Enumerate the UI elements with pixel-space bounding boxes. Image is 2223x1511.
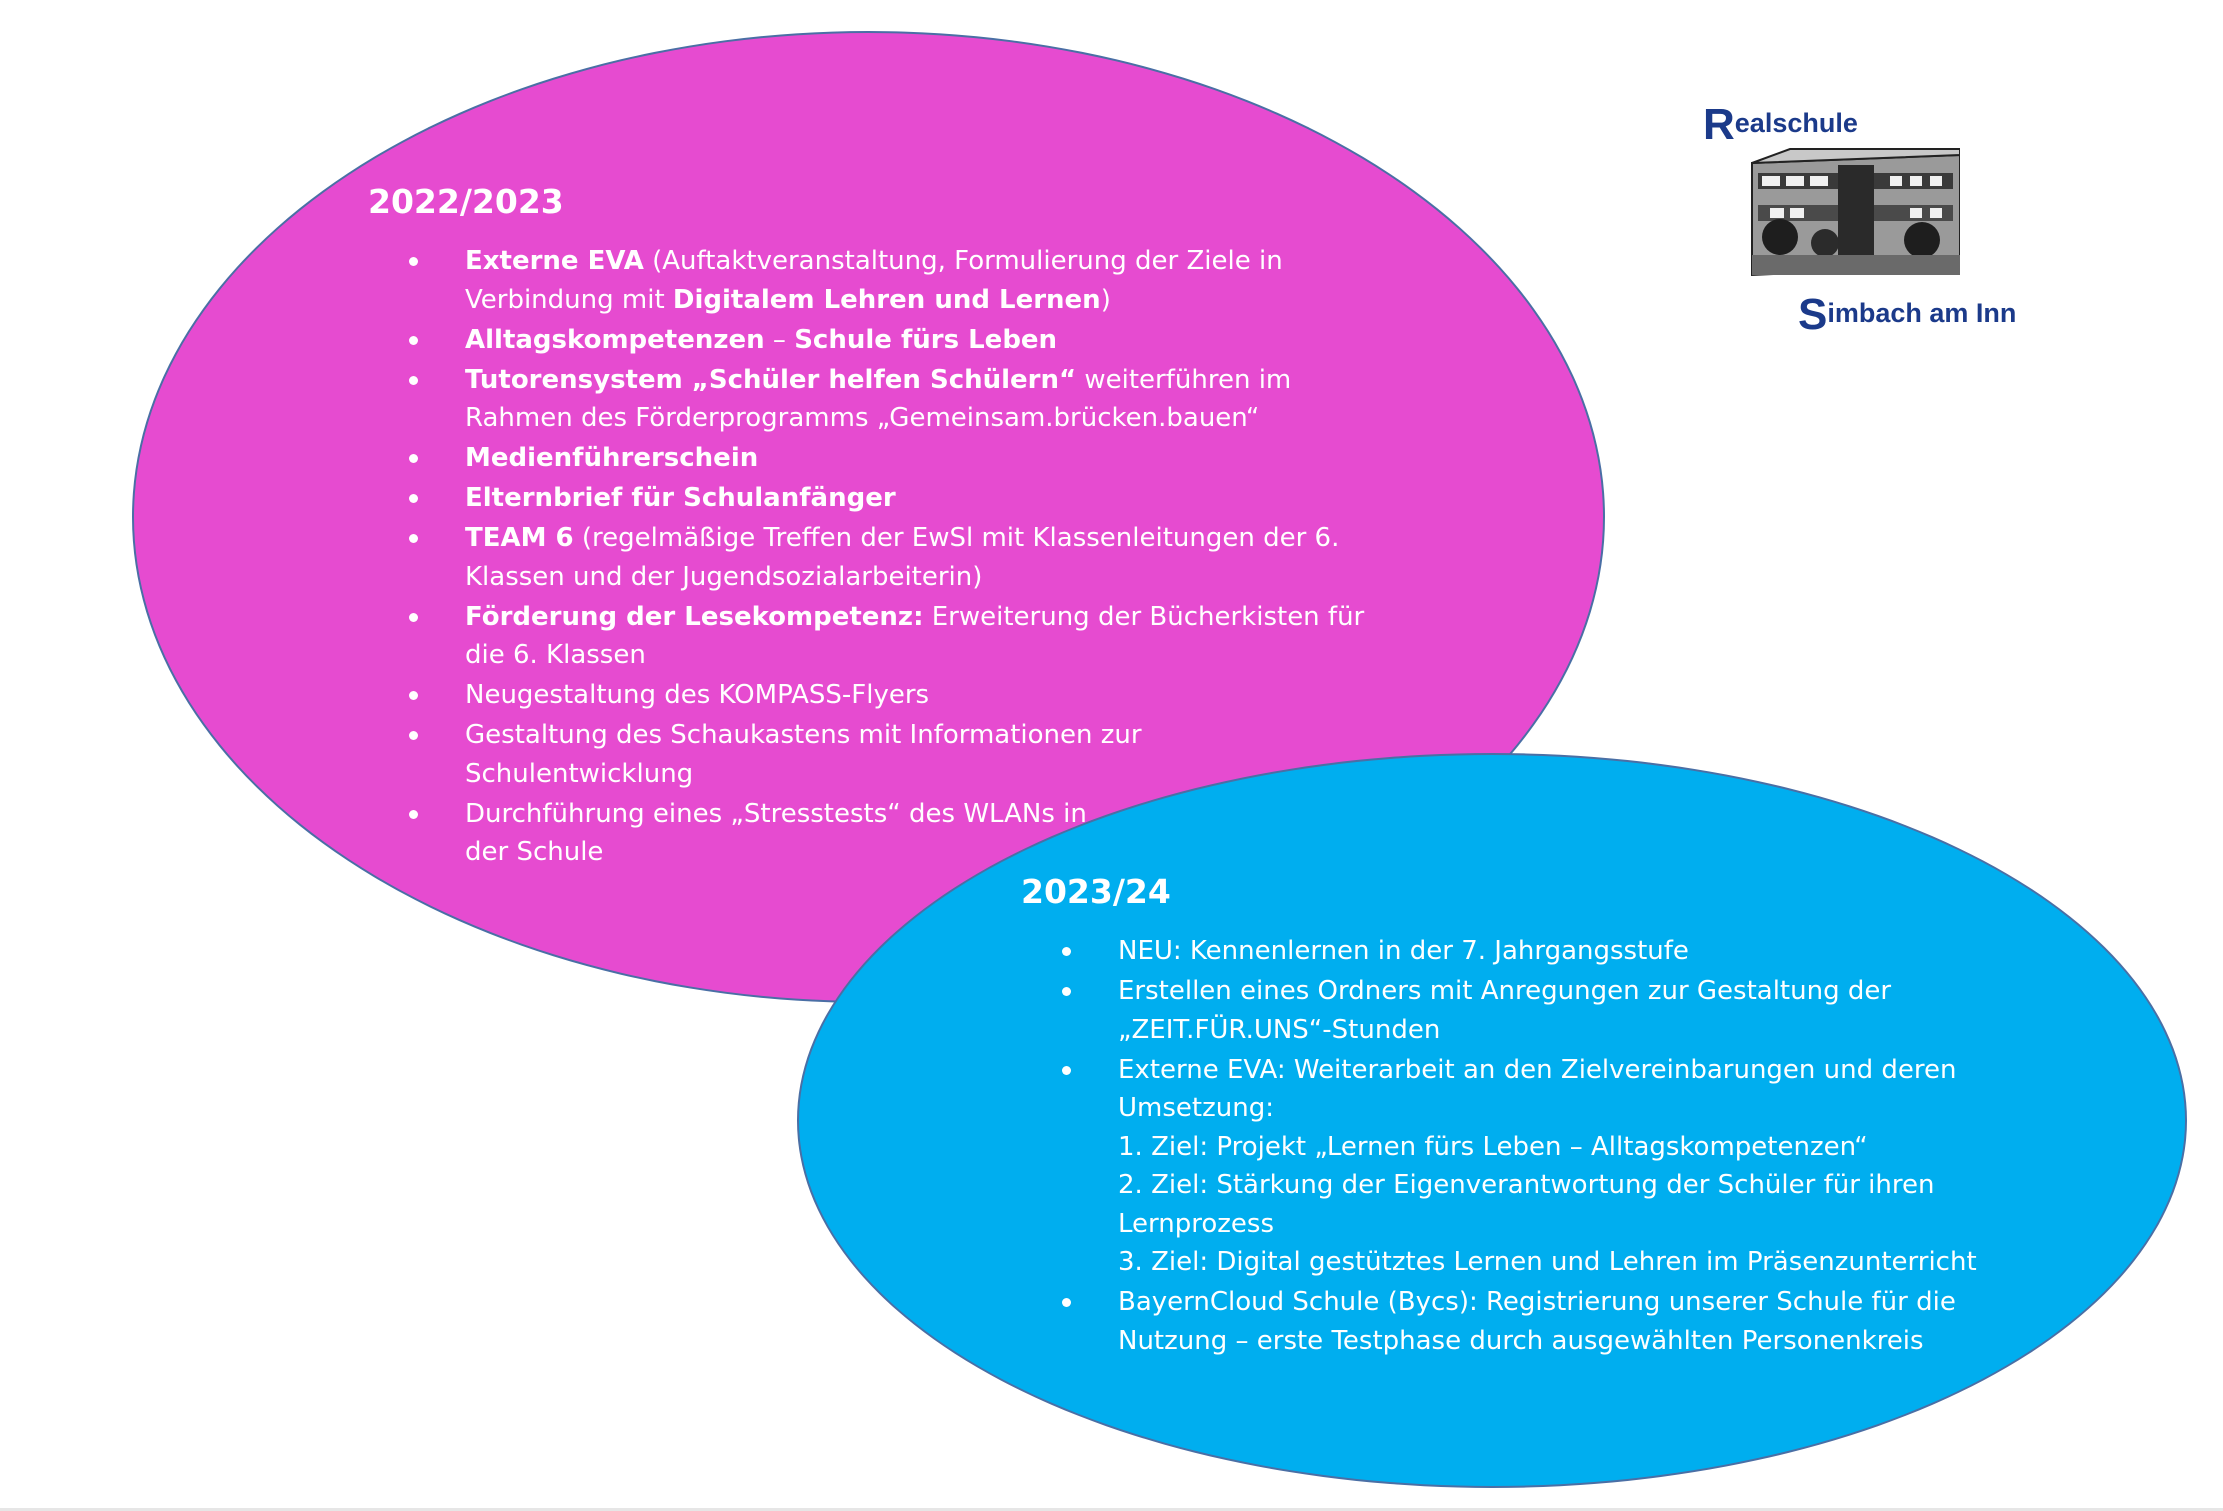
- logo-text: ealschule: [1734, 108, 1858, 138]
- list-item: [465, 242, 1378, 319]
- list-item: [465, 795, 1378, 872]
- block-2023-24: [1021, 872, 2031, 1362]
- item-text: –: [764, 324, 795, 355]
- item-text: Neugestaltung des KOMPASS-Flyers: [465, 680, 930, 710]
- logo-text: imbach am Inn: [1827, 298, 2017, 328]
- item-text: Externe EVA: Weiterarbeit an den Zielvereinbarungen und deren Umsetzung:: [1118, 1054, 1957, 1123]
- list-item: [465, 598, 1378, 675]
- school-building-icon: [1750, 145, 1960, 280]
- list-item: [1118, 1051, 2031, 1282]
- goal-line: 1. Ziel: Projekt „Lernen fürs Leben – Alltagskompetenzen“: [1118, 1131, 1868, 1162]
- list-item: [465, 519, 1378, 596]
- item-text: (Auftaktveranstaltung, Formulierung der Ziele in Verbindung mit: [465, 246, 1283, 315]
- list-item: [1118, 1283, 2031, 1360]
- item-text: (regelmäßige Treffen der EwSl mit Klassenleitungen der 6. Klassen und der Jugendsozialarbeiterin): [465, 523, 1340, 592]
- school-logo: [1695, 100, 2025, 340]
- logo-initial: R: [1703, 100, 1735, 149]
- list-2023-24: [1021, 932, 2031, 1360]
- logo-subtitle: [1798, 290, 2016, 340]
- item-text: NEU: Kennenlernen in der 7. Jahrgangsstufe: [1118, 936, 1689, 966]
- item-text: ): [1100, 284, 1111, 315]
- item-text: Gestaltung des Schaukastens mit Informationen zur Schulentwicklung: [465, 720, 1142, 789]
- item-text: weiterführen im Rahmen des Förderprogramms „Gemeinsam.brücken.bauen“: [465, 364, 1292, 433]
- item-bold-text: Digitalem Lehren und Lernen: [672, 284, 1101, 315]
- list-item: [465, 321, 1378, 360]
- item-bold-text: Alltagskompetenzen: [465, 324, 765, 355]
- logo-title: [1703, 100, 1858, 150]
- item-text: Erstellen eines Ordners mit Anregungen zur Gestaltung der „ZEIT.FÜR.UNS“-Stunden: [1118, 976, 1892, 1045]
- list-2022-2023: [368, 242, 1378, 872]
- item-bold-text: TEAM 6: [465, 523, 574, 553]
- item-bold-text: Externe EVA: [465, 246, 644, 276]
- item-text: Durchführung eines „Stresstests“ des WLANs in: [465, 798, 1087, 829]
- item-text: der Schule: [465, 837, 604, 867]
- list-item: [465, 479, 1378, 518]
- heading-2023-24: 2023/24: [1021, 872, 1171, 911]
- item-bold-text: Medienführerschein: [465, 443, 759, 473]
- block-2022-2023: [368, 182, 1378, 873]
- heading-2022-2023: 2022/2023: [368, 182, 564, 221]
- list-item: [465, 716, 1378, 793]
- list-item: [465, 361, 1378, 438]
- list-item: [465, 439, 1378, 478]
- list-item: [1118, 932, 2031, 971]
- goal-line: 2. Ziel: Stärkung der Eigenverantwortung der Schüler für ihren Lernprozess: [1118, 1170, 1935, 1239]
- list-item: [465, 676, 1378, 715]
- item-text: BayernCloud Schule (Bycs): Registrierung unserer Schule für die Nutzung – erste Testphase durch ausgewählten Personenkreis: [1118, 1287, 1956, 1356]
- item-text: Erweiterung der Bücherkisten für die 6. Klassen: [465, 601, 1365, 670]
- item-bold-text: Schule fürs Leben: [794, 324, 1058, 355]
- logo-initial: S: [1798, 290, 1828, 339]
- item-bold-text: Elternbrief für Schulanfänger: [465, 483, 896, 513]
- item-bold-text: Tutorensystem „Schüler helfen Schülern“: [465, 364, 1077, 395]
- goal-line: 3. Ziel: Digital gestütztes Lernen und Lehren im Präsenzunterricht: [1118, 1247, 1977, 1277]
- list-item: [1118, 972, 2031, 1049]
- item-bold-text: Förderung der Lesekompetenz:: [465, 601, 924, 632]
